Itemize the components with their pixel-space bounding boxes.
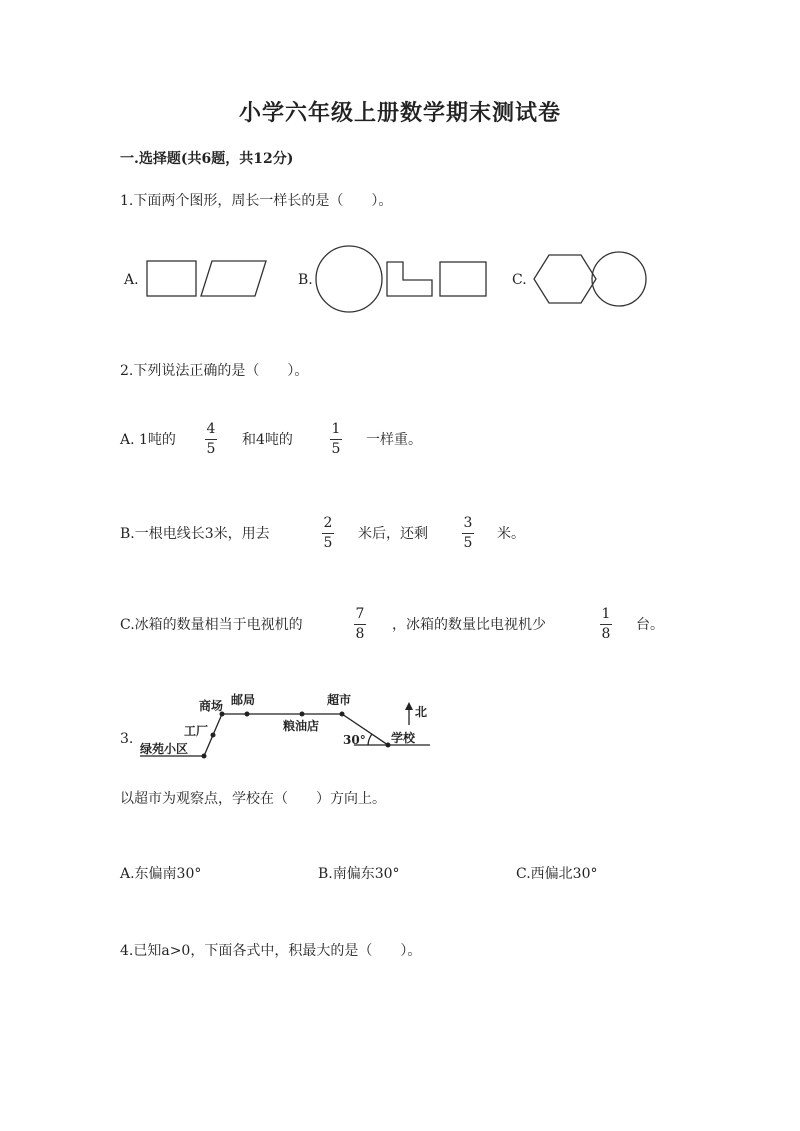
section-heading: 一.选择题(共6题，共12分) xyxy=(120,151,294,167)
map-point-community xyxy=(202,754,207,759)
q2-a-suffix: 一样重。 xyxy=(366,432,422,448)
map-label-school: 学校 xyxy=(391,731,416,745)
question-3-text: 以超市为观察点，学校在（ ）方向上。 xyxy=(120,791,386,807)
map-label-supermarket: 超市 xyxy=(327,693,352,707)
angle-arc xyxy=(368,734,372,745)
map-label-post: 邮局 xyxy=(231,693,256,707)
q2-b-middle: 米后，还剩 xyxy=(358,526,428,542)
fraction-denominator: 8 xyxy=(601,626,611,642)
fraction-numerator: 4 xyxy=(206,421,216,437)
fraction-numerator: 7 xyxy=(355,606,365,622)
q2-c-fraction-2 xyxy=(600,607,612,642)
q3-option-a: A.东偏南30° xyxy=(120,866,202,882)
map-point-grain xyxy=(300,712,305,717)
q1-c-hexagon-shape xyxy=(534,255,596,303)
q2-a-prefix: A. 1吨的 xyxy=(120,432,176,448)
map-point-post xyxy=(245,712,250,717)
q2-b-prefix: B.一根电线长3米，用去 xyxy=(120,526,270,542)
map-point-supermarket xyxy=(340,712,345,717)
map-label-factory: 工厂 xyxy=(184,724,209,738)
question-1-text: 1.下面两个图形，周长一样长的是（ ）。 xyxy=(120,193,393,209)
fraction-denominator: 8 xyxy=(355,626,365,642)
page-title: 小学六年级上册数学期末测试卷 xyxy=(238,100,561,126)
map-label-north: 北 xyxy=(415,705,428,719)
q3-map-diagram xyxy=(0,680,800,760)
question-3-number: 3. xyxy=(120,731,134,747)
map-label-angle: 30° xyxy=(343,733,366,747)
q3-option-c: C.西偏北30° xyxy=(516,866,598,882)
q1-option-a-label: A. xyxy=(124,272,139,288)
fraction-denominator: 5 xyxy=(331,441,341,457)
q3-option-b: B.南偏东30° xyxy=(318,866,400,882)
map-point-school xyxy=(386,743,391,748)
q1-b-square-shape xyxy=(440,262,486,296)
q1-option-b-label: B. xyxy=(298,272,313,288)
q2-c-fraction-1 xyxy=(354,607,366,642)
fraction-denominator: 5 xyxy=(206,441,216,457)
q2-a-fraction-2 xyxy=(330,422,342,457)
fraction-numerator: 3 xyxy=(463,515,473,531)
question-2-text: 2.下列说法正确的是（ ）。 xyxy=(120,363,309,379)
map-label-grain: 粮油店 xyxy=(283,719,320,733)
q2-b-fraction-2 xyxy=(462,516,474,551)
q2-c-suffix: 台。 xyxy=(636,617,664,633)
q1-b-l-shape xyxy=(387,262,432,296)
q1-c-circle-shape xyxy=(592,252,646,306)
q2-a-fraction-1 xyxy=(205,422,217,457)
fraction-denominator: 5 xyxy=(463,535,473,551)
q1-b-circle-shape xyxy=(316,246,382,312)
q1-a-square-shape xyxy=(147,261,196,296)
q1-a-parallelogram-shape xyxy=(201,261,266,296)
q2-c-middle: ，冰箱的数量比电视机少 xyxy=(392,617,546,633)
fraction-denominator: 5 xyxy=(323,535,333,551)
q2-a-middle: 和4吨的 xyxy=(242,432,293,448)
q1-shapes xyxy=(0,0,800,330)
north-arrow-icon xyxy=(405,702,413,710)
q1-option-c-label: C. xyxy=(512,272,527,288)
question-4-text: 4.已知a>0，下面各式中，积最大的是（ ）。 xyxy=(120,943,422,959)
q2-b-fraction-1 xyxy=(322,516,334,551)
fraction-numerator: 1 xyxy=(331,421,341,437)
q2-c-prefix: C.冰箱的数量相当于电视机的 xyxy=(120,617,303,633)
map-label-shop: 商场 xyxy=(199,699,224,713)
fraction-numerator: 2 xyxy=(323,515,333,531)
map-label-community: 绿苑小区 xyxy=(140,742,189,756)
q2-b-suffix: 米。 xyxy=(497,526,525,542)
map-point-factory xyxy=(211,733,216,738)
fraction-numerator: 1 xyxy=(601,606,611,622)
